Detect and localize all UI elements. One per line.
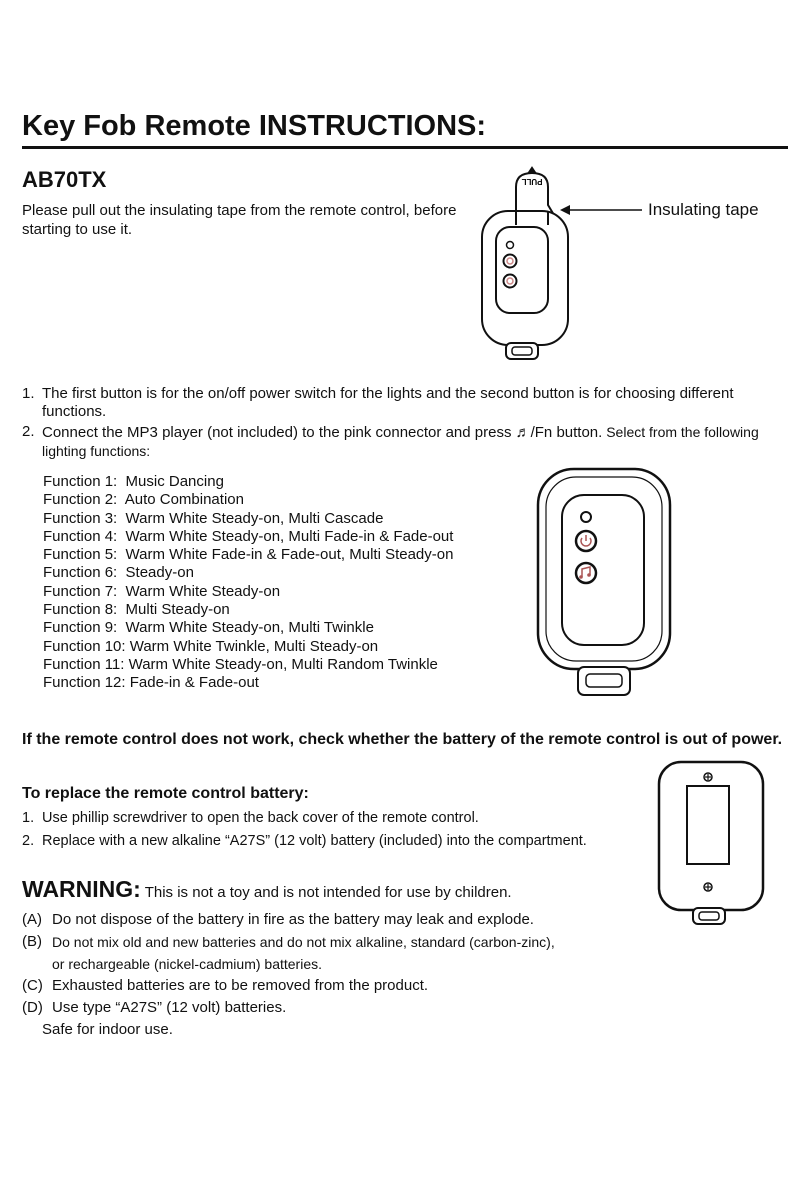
step-2 <box>22 423 792 461</box>
step-1 <box>22 385 792 421</box>
page-title: Key Fob Remote INSTRUCTIONS: <box>22 110 487 142</box>
warning-text: This is not a toy and is not intended for use by children. <box>140 884 512 901</box>
function-item: Function 5: Warm White Fade-in & Fade-out, Multi Steady-on <box>43 546 454 564</box>
warning-item-text: Exhausted batteries are to be removed from the product. <box>52 977 429 994</box>
intro-text: Please pull out the insulating tape from the remote control, before starting to use it. <box>22 202 457 238</box>
music-fn-icon <box>576 563 596 583</box>
remote-front-illustration <box>536 467 672 699</box>
step-text: The first button is for the on/off power switch for the lights and the second button is for choosing different functions. <box>42 385 734 420</box>
pull-label: PULL <box>521 177 543 186</box>
function-list <box>43 473 453 693</box>
replace-step-1 <box>22 808 587 829</box>
function-item: Function 10: Warm White Twinkle, Multi Steady-on <box>43 637 379 655</box>
function-item: Function 8: Multi Steady-on <box>43 601 230 619</box>
warning-list <box>22 909 555 1041</box>
warning-line <box>22 876 512 903</box>
function-item: Function 4: Warm White Steady-on, Multi Fade-in & Fade-out <box>43 527 454 545</box>
remote-back-illustration <box>657 760 767 930</box>
step-number: 1. <box>22 385 35 402</box>
warning-item-a <box>22 909 555 931</box>
remote-with-tape-illustration <box>470 165 580 365</box>
step-number: 2. <box>22 833 35 849</box>
step-text: Use phillip screwdriver to open the back cover of the remote control. <box>42 810 479 826</box>
warning-item-c <box>22 975 555 997</box>
replace-battery-heading: To replace the remote control battery: <box>22 785 309 802</box>
warning-item-text: Do not mix old and new batteries and do not mix alkaline, standard (carbon-zinc), <box>52 934 555 950</box>
warning-item-label: (C) <box>22 977 43 994</box>
replace-battery-steps <box>22 808 587 854</box>
warning-item-d <box>22 997 555 1019</box>
step-number: 2. <box>22 423 35 440</box>
step-number: 1. <box>22 810 35 826</box>
replace-step-2 <box>22 831 587 852</box>
function-item: Function 6: Steady-on <box>43 564 194 582</box>
warning-item-label: (A) <box>22 911 42 928</box>
warning-item-text: Do not dispose of the battery in fire as the battery may leak and explode. <box>52 911 534 928</box>
step-text: Connect the MP3 player (not included) to the pink connector and press ♬/Fn button. <box>42 424 603 441</box>
warning-item-label: (D) <box>22 999 43 1016</box>
function-item: Function 11: Warm White Steady-on, Multi Random Twinkle <box>43 655 438 673</box>
title-divider <box>22 146 788 149</box>
function-item: Function 2: Auto Combination <box>43 491 244 509</box>
power-icon <box>576 531 596 551</box>
function-item: Function 1: Music Dancing <box>43 473 224 490</box>
battery-alert: If the remote control does not work, check whether the battery of the remote control is out of power. <box>22 731 783 748</box>
function-item: Function 3: Warm White Steady-on, Multi Cascade <box>43 509 384 527</box>
function-item: Function 12: Fade-in & Fade-out <box>43 674 259 692</box>
instruction-steps <box>22 385 792 463</box>
warning-item-continued: or rechargeable (nickel-cadmium) batteries. <box>52 956 322 972</box>
model-number: AB70TX <box>22 167 107 192</box>
step-text-continued: Select from the following lighting functions: <box>42 424 759 459</box>
callout-arrow-icon <box>560 204 644 216</box>
warning-item-b <box>22 931 555 953</box>
function-item: Function 7: Warm White Steady-on <box>43 582 281 600</box>
insulating-tape-callout: Insulating tape <box>648 200 759 219</box>
function-item: Function 9: Warm White Steady-on, Multi Twinkle <box>43 619 374 637</box>
warning-item-label: (B) <box>22 933 42 950</box>
warning-item-text: Use type “A27S” (12 volt) batteries. <box>52 999 287 1016</box>
indoor-use-note: Safe for indoor use. <box>42 1021 173 1038</box>
step-text: Replace with a new alkaline “A27S” (12 volt) battery (included) into the compartment. <box>42 833 587 849</box>
warning-label: WARNING: <box>22 876 141 902</box>
